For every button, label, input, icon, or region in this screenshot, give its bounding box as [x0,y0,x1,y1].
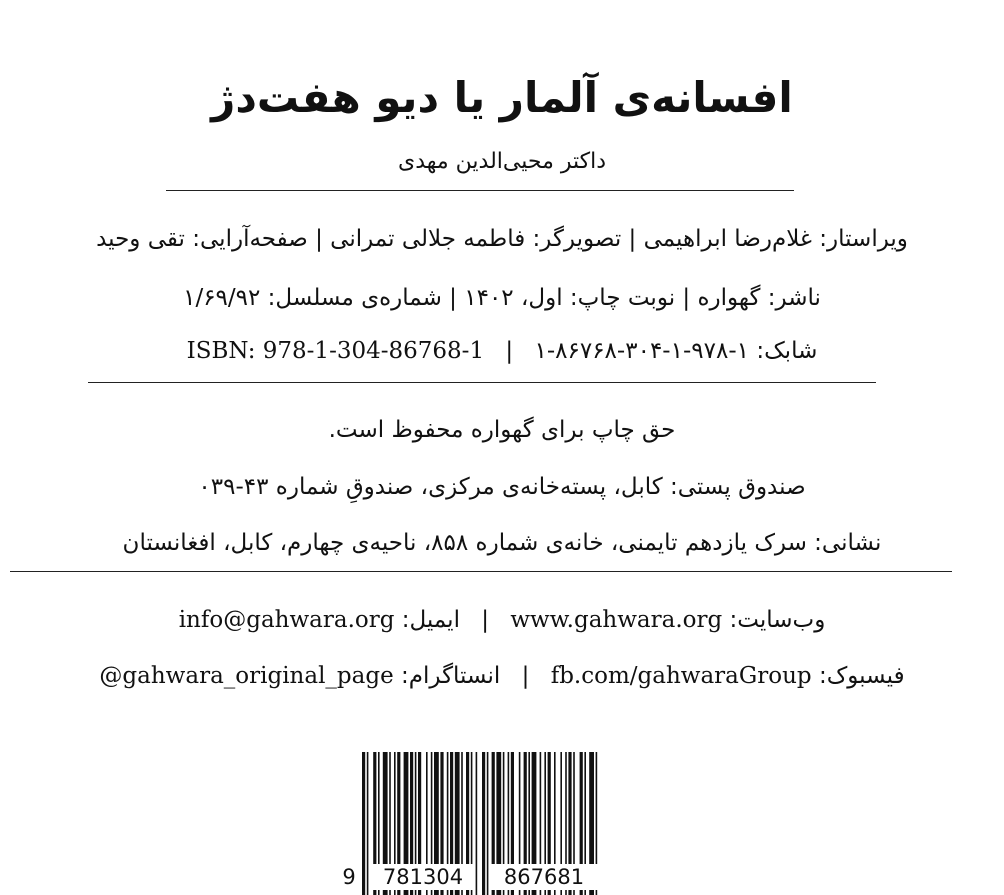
email-label: ایمیل: [401,607,460,633]
barcode-right-digits: 867681 [490,864,598,890]
website-label: وب‌سایت: [729,607,826,633]
barcode-bar [482,752,485,895]
isbn-line [0,334,1004,368]
divider [88,382,876,383]
publication-line: ناشر: گهواره | نوبت چاپ: اول، ۱۴۰۲ | شماره‌ی مسلسل: ۱/۶۹/۹۲ [183,285,821,311]
divider [166,190,794,191]
address-line: نشانی: سرک یازدهم تایمنی، خانه‌ی شماره ۸۵۸، ناحیه‌ی چهارم، کابل، افغانستان [122,530,882,556]
isbn-persian: شابک: ۱-۹۷۸-۱-۳۰۴-۸۶۷۶۸-۱ [534,338,818,364]
barcode-bar [367,752,369,895]
instagram-link[interactable]: @gahwara_original_page [99,663,394,689]
barcode-bar [487,752,489,895]
author-name: داکتر محیی‌الدین مهدی [397,149,607,174]
separator: | [481,607,490,633]
book-title: افسانه‌ی آلمار یا دیو هفت‌دژ [211,73,793,122]
divider [10,571,952,572]
separator: | [521,663,530,689]
website-link[interactable]: www.gahwara.org [510,607,723,633]
facebook-link[interactable]: fb.com/gahwaraGroup [550,663,812,689]
barcode-bar [362,752,365,895]
barcode-left-digits: 781304 [372,864,474,890]
facebook-label: فیسبوک: [818,663,905,689]
instagram-label: انستاگرام: [401,663,501,689]
copyright-line: حق چاپ برای گهواره محفوظ است. [328,417,676,443]
credits-line: ویراستار: غلام‌رضا ابراهیمی | تصویرگر: فاطمه جلالی تمرانی | صفحه‌آرایی: تقی وحید [96,226,908,252]
web-contact-line [0,603,1004,637]
barcode-bar [476,752,478,895]
po-box-line: صندوق پستی: کابل، پسته‌خانه‌ی مرکزی، صندوقِ شماره ۴۳-۰۳۹ [198,474,806,500]
barcode-lead-digit: 9 [342,865,356,889]
email-link[interactable]: info@gahwara.org [178,607,395,633]
separator: | [505,338,514,364]
social-contact-line [0,659,1004,693]
isbn-latin: ISBN: 978-1-304-86768-1 [186,338,485,364]
